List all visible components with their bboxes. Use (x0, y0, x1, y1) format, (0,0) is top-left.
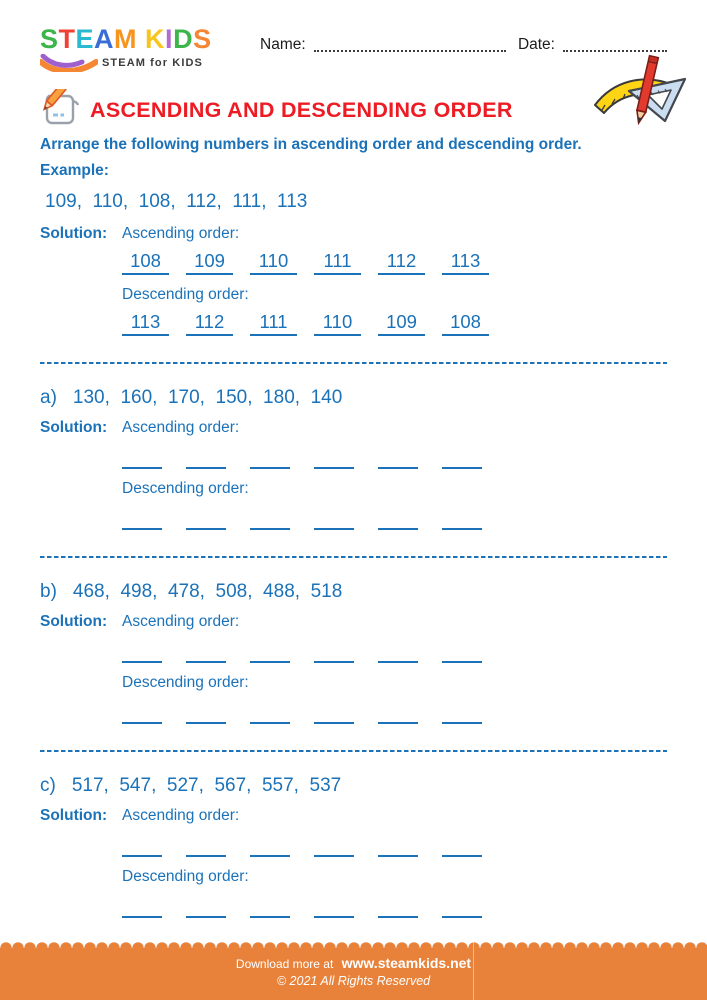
descending-order-label: Descending order: (122, 674, 249, 691)
answer-value: 108 (442, 312, 489, 336)
logo-letter: I (165, 24, 174, 54)
answer-blank[interactable] (442, 704, 482, 724)
answer-blank[interactable] (378, 643, 418, 663)
pencil-paper-icon (40, 89, 80, 132)
answer-blank[interactable] (250, 704, 290, 724)
descending-order-label: Descending order: (122, 286, 249, 303)
solution-row (40, 418, 667, 437)
ascending-answer-blanks (122, 643, 667, 663)
answer-blank[interactable] (442, 510, 482, 530)
problem-letter: a) (40, 387, 57, 408)
ascending-order-label: Ascending order: (122, 807, 240, 824)
answer-blank[interactable] (378, 449, 418, 469)
logo-letter: S (40, 24, 59, 54)
footer-scallop-edge (0, 941, 707, 948)
logo-letter: M (114, 24, 138, 54)
answer-blank[interactable] (250, 449, 290, 469)
logo-wordmark (40, 26, 260, 53)
solution-label: Solution: (40, 613, 108, 630)
answer-blank[interactable] (122, 510, 162, 530)
name-date-row (260, 26, 667, 55)
answer-value: 111 (314, 251, 361, 275)
dashed-separator (40, 750, 667, 752)
answer-blank[interactable] (250, 837, 290, 857)
ascending-answer-blanks (122, 449, 667, 469)
footer-band (0, 948, 707, 1000)
footer-download-text: Download more at (235, 957, 334, 971)
solution-label: Solution: (40, 419, 108, 436)
problem-letter: c) (40, 775, 56, 796)
solution-row (40, 612, 667, 631)
answer-blank[interactable] (122, 898, 162, 918)
ascending-order-label: Ascending order: (122, 613, 240, 630)
footer-download-line (0, 948, 707, 971)
ascending-order-label: Ascending order: (122, 225, 240, 242)
logo-swoosh-icon (40, 54, 98, 77)
answer-blank[interactable] (186, 510, 226, 530)
answer-blank[interactable] (442, 449, 482, 469)
steam-kids-logo (40, 26, 260, 77)
ascending-order-label: Ascending order: (122, 419, 240, 436)
answer-blank[interactable] (250, 510, 290, 530)
dashed-separator (40, 362, 667, 364)
name-label: Name: (260, 36, 306, 53)
problem-numbers: 468, 498, 478, 508, 488, 518 (72, 581, 343, 602)
descending-answer-blanks (122, 510, 667, 530)
name-fill-line[interactable] (314, 38, 506, 52)
answer-blank[interactable] (186, 704, 226, 724)
date-label: Date: (517, 36, 555, 53)
date-fill-line[interactable] (563, 38, 667, 52)
answer-value: 113 (122, 312, 169, 336)
answer-blank[interactable] (378, 898, 418, 918)
problem-numbers-line (40, 386, 667, 410)
problem-block (40, 556, 667, 724)
answer-blank[interactable] (186, 643, 226, 663)
answer-blank[interactable] (186, 837, 226, 857)
answer-blank[interactable] (314, 704, 354, 724)
answer-blank[interactable] (314, 643, 354, 663)
solution-label: Solution: (40, 225, 108, 242)
example-numbers: 109, 110, 108, 112, 111, 113 (45, 191, 308, 212)
answer-blank[interactable] (314, 837, 354, 857)
descending-answer-blanks (122, 704, 667, 724)
answer-blank[interactable] (442, 837, 482, 857)
footer-divider-line (473, 941, 474, 1000)
descending-order-label: Descending order: (122, 480, 249, 497)
answer-blank[interactable] (378, 510, 418, 530)
answer-blank[interactable] (314, 449, 354, 469)
answer-value: 112 (378, 251, 425, 275)
problem-numbers-line (40, 580, 667, 604)
answer-blank[interactable] (442, 898, 482, 918)
answer-value: 111 (250, 312, 297, 336)
problem-numbers: 517, 547, 527, 567, 557, 537 (71, 775, 342, 796)
answer-value: 110 (314, 312, 361, 336)
answer-blank[interactable] (250, 898, 290, 918)
solution-label: Solution: (40, 807, 108, 824)
example-ascending-values (122, 251, 667, 275)
answer-blank[interactable] (378, 837, 418, 857)
example-label: Example: (40, 162, 109, 179)
problem-numbers-line (40, 774, 667, 798)
logo-letter: S (193, 24, 212, 54)
logo-letter: A (94, 24, 115, 54)
answer-blank[interactable] (442, 643, 482, 663)
example-solution-row (40, 224, 667, 243)
answer-blank[interactable] (378, 704, 418, 724)
answer-value: 108 (122, 251, 169, 275)
answer-blank[interactable] (122, 643, 162, 663)
instruction-text: Arrange the following numbers in ascending order and descending order. (40, 136, 582, 153)
title-row (40, 89, 667, 132)
descending-order-label: Descending order: (122, 868, 249, 885)
example-descending-values (122, 312, 667, 336)
dashed-separator (40, 556, 667, 558)
answer-blank[interactable] (186, 898, 226, 918)
answer-value: 112 (186, 312, 233, 336)
answer-blank[interactable] (122, 837, 162, 857)
problem-block (40, 362, 667, 530)
answer-value: 109 (378, 312, 425, 336)
logo-letter: T (58, 24, 76, 54)
footer-copyright: © 2021 All Rights Reserved (276, 974, 431, 988)
answer-blank[interactable] (122, 449, 162, 469)
problem-numbers: 130, 160, 170, 150, 180, 140 (72, 387, 343, 408)
ruler-set-square-icon (591, 55, 691, 130)
answer-blank[interactable] (250, 643, 290, 663)
answer-value: 113 (442, 251, 489, 275)
answer-blank[interactable] (314, 510, 354, 530)
footer-website: www.steamkids.net (341, 955, 472, 971)
answer-blank[interactable] (186, 449, 226, 469)
logo-letter: D (173, 24, 194, 54)
problem-letter: b) (40, 581, 57, 602)
descending-answer-blanks (122, 898, 667, 918)
answer-blank[interactable] (314, 898, 354, 918)
answer-value: 110 (250, 251, 297, 275)
answer-value: 109 (186, 251, 233, 275)
solution-row (40, 806, 667, 825)
logo-letter: E (75, 24, 95, 54)
problem-block (40, 750, 667, 918)
logo-letter: K (145, 24, 166, 54)
page-title: ASCENDING AND DESCENDING ORDER (90, 98, 513, 122)
worksheet-body (0, 136, 707, 918)
ascending-answer-blanks (122, 837, 667, 857)
answer-blank[interactable] (122, 704, 162, 724)
logo-tagline: STEAM for KIDS (102, 57, 203, 69)
